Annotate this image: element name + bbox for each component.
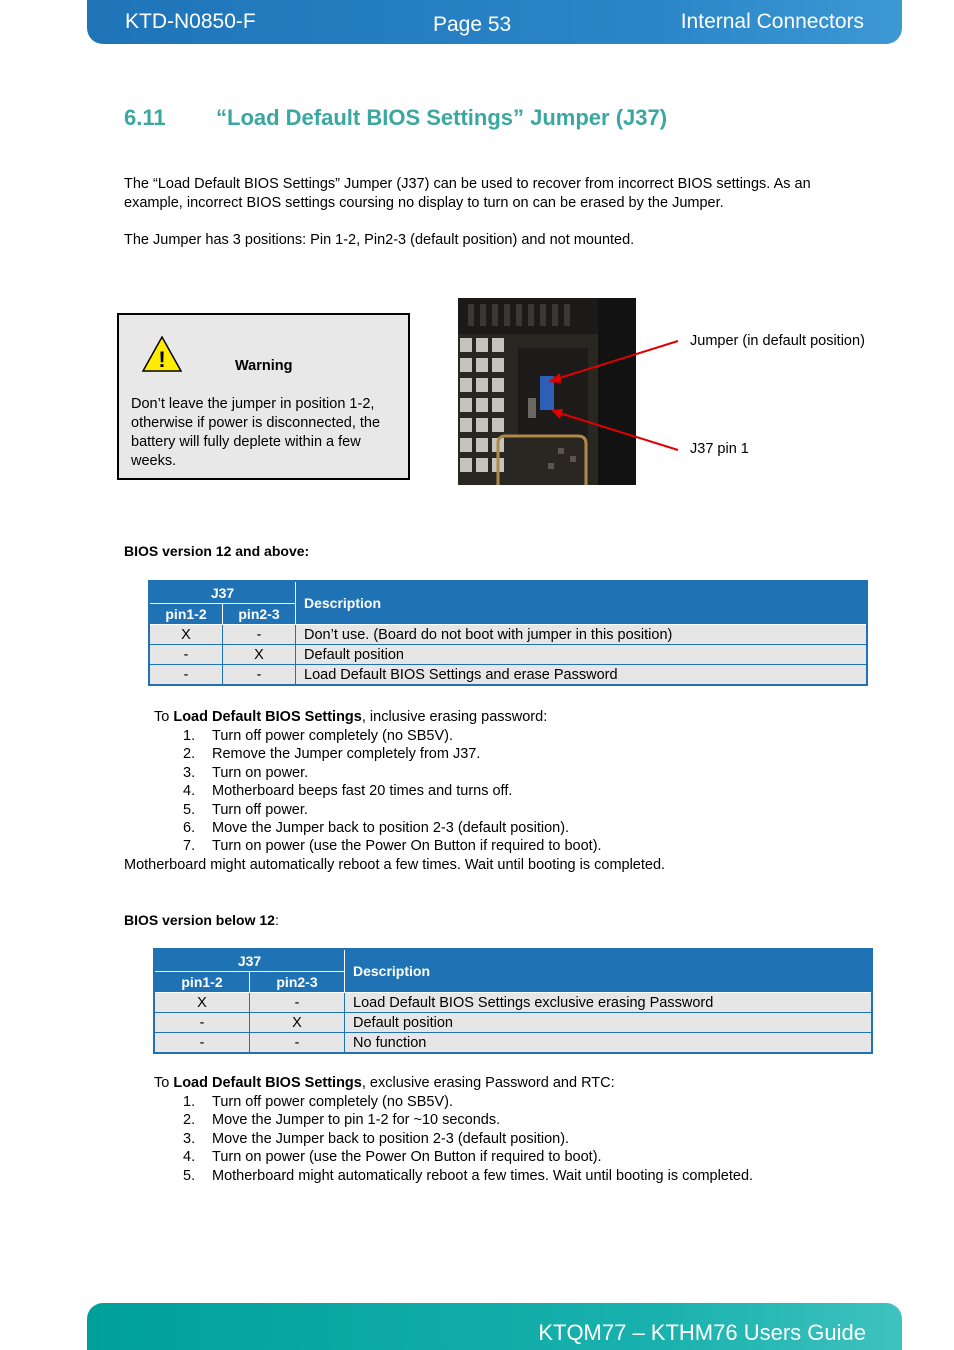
cell-pin12: - (149, 645, 223, 665)
cell-description: Don’t use. (Board do not boot with jumper in this position) (296, 625, 868, 645)
list-item: 1. Turn off power completely (no SB5V). (183, 1094, 453, 1110)
cell-pin12: - (154, 1033, 250, 1054)
warning-title: Warning (235, 358, 293, 374)
list-item: 3. Turn on power. (183, 764, 309, 781)
doc-id: KTD-N0850-F (125, 10, 256, 33)
table-row (149, 625, 867, 645)
table-row (154, 1033, 872, 1054)
bios12-table (148, 580, 868, 686)
intro-suffix: , inclusive erasing password: (361, 709, 548, 725)
cell-pin23: - (223, 625, 296, 645)
list-item: 2. Move the Jumper to pin 1-2 for ~10 seconds. (183, 1112, 501, 1129)
section-number: 6.11 (124, 105, 166, 130)
bios-below12-steps (183, 1093, 753, 1185)
bios12-heading: BIOS version 12 and above: (124, 543, 310, 559)
table-header-pin23: pin2-3 (223, 604, 296, 625)
cell-pin23: - (250, 1033, 345, 1054)
cell-pin23: - (223, 665, 296, 686)
intro-prefix: To (154, 1075, 174, 1091)
warning-symbol: ! (158, 347, 166, 372)
table-row (154, 1013, 872, 1033)
cell-pin12: X (149, 625, 223, 645)
list-item: 5. Turn off power. (183, 801, 308, 818)
table-header-pin12: pin1-2 (149, 604, 223, 625)
table-group-header: J37 (154, 949, 345, 972)
intro-bold: Load Default BIOS Settings (173, 1075, 362, 1091)
cell-pin23: X (250, 1013, 345, 1033)
cell-pin23: - (250, 993, 345, 1013)
bios-below12-procedure-intro (154, 1075, 615, 1091)
section-title-text: “Load Default BIOS Settings” Jumper (J37) (216, 105, 668, 130)
callout-jumper: Jumper (in default position) (690, 333, 865, 349)
table-row (149, 645, 867, 665)
table-row (154, 993, 872, 1013)
bios12-steps (183, 727, 602, 856)
callout-pin1: J37 pin 1 (690, 441, 749, 457)
list-item: 6. Move the Jumper back to position 2-3 (default position). (183, 820, 570, 837)
cell-pin12: - (154, 1013, 250, 1033)
table-header-description: Description (345, 949, 873, 993)
guide-title: KTQM77 – KTHM76 Users Guide (538, 1320, 866, 1345)
table-header-description: Description (296, 581, 868, 625)
warning-text: Don’t leave the jumper in position 1-2, otherwise if power is disconnected, the battery will fully deplete within a few weeks. (131, 396, 381, 469)
list-item: 1. Turn off power completely (no SB5V). (183, 728, 453, 744)
cell-description: Load Default BIOS Settings exclusive erasing Password (345, 993, 873, 1013)
list-item: 5. Motherboard might automatically reboot a few times. Wait until booting is completed. (183, 1167, 754, 1184)
intro-paragraph-1: The “Load Default BIOS Settings” Jumper (J37) can be used to recover from incorrect BIOS settings. As an example, incorrect BIOS settings coursing no display to turn on can be erased by the Jumper. (124, 176, 811, 211)
list-item: 7. Turn on power (use the Power On Button if required to boot). (183, 838, 602, 855)
cell-pin12: X (154, 993, 250, 1013)
bios-below12-heading: BIOS version below 12: (124, 912, 279, 928)
intro-suffix: , exclusive erasing Password and RTC: (361, 1075, 615, 1091)
table-header-pin23: pin2-3 (250, 972, 345, 993)
cell-description: No function (345, 1033, 873, 1054)
bios12-procedure-intro (154, 709, 547, 725)
bios-below12-table (153, 948, 873, 1054)
table-row (149, 665, 867, 686)
cell-pin23: X (223, 645, 296, 665)
cell-pin12: - (149, 665, 223, 686)
intro-paragraph-2: The Jumper has 3 positions: Pin 1-2, Pin2-3 (default position) and not mounted. (124, 232, 635, 248)
pin1-arrow (553, 411, 678, 450)
table-group-header: J37 (149, 581, 296, 604)
list-item: 4. Turn on power (use the Power On Button if required to boot). (183, 1149, 602, 1166)
intro-prefix: To (154, 709, 174, 725)
cell-description: Default position (345, 1013, 873, 1033)
page-footer (87, 1303, 902, 1350)
list-item: 2. Remove the Jumper completely from J37. (183, 746, 481, 763)
cell-description: Load Default BIOS Settings and erase Password (296, 665, 868, 686)
list-item: 3. Move the Jumper back to position 2-3 (default position). (183, 1130, 570, 1147)
bios12-note: Motherboard might automatically reboot a few times. Wait until booting is completed. (124, 857, 666, 873)
page-number: Page 53 (433, 13, 512, 36)
intro-bold: Load Default BIOS Settings (173, 709, 362, 725)
cell-description: Default position (296, 645, 868, 665)
chapter-title: Internal Connectors (680, 10, 864, 33)
list-item: 4. Motherboard beeps fast 20 times and turns off. (183, 783, 513, 800)
jumper-arrow (550, 341, 678, 381)
table-header-pin12: pin1-2 (154, 972, 250, 993)
